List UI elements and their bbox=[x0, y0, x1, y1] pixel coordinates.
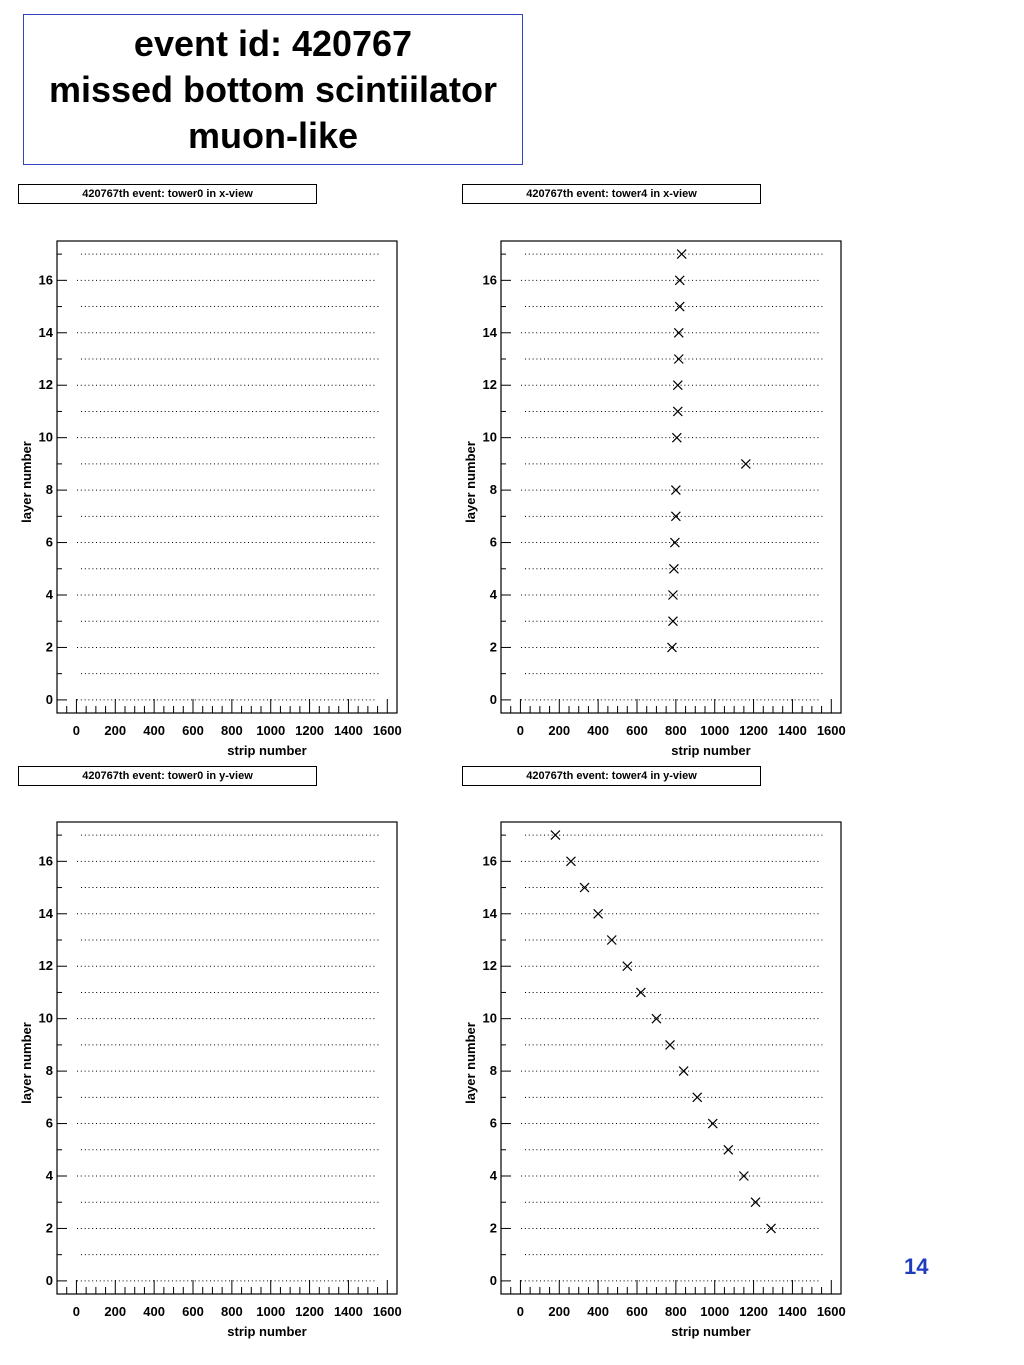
x-axis-label: strip number bbox=[671, 743, 751, 758]
x-tick-label: 1000 bbox=[256, 723, 286, 738]
y-tick-label: 0 bbox=[489, 691, 497, 707]
hit-marker-stroke bbox=[693, 1093, 702, 1102]
y-axis-label: layer number bbox=[463, 1022, 478, 1104]
hit-marker bbox=[675, 302, 684, 311]
hit-marker bbox=[636, 988, 645, 997]
hit-marker-stroke bbox=[566, 857, 575, 866]
hit-marker-stroke bbox=[652, 1014, 661, 1023]
y-tick-label: 14 bbox=[38, 905, 53, 921]
hit-marker-stroke bbox=[671, 512, 680, 521]
hit-marker-stroke bbox=[580, 883, 589, 892]
hit-marker-stroke bbox=[741, 459, 750, 468]
hit-marker-stroke bbox=[566, 857, 575, 866]
x-tick-label: 1600 bbox=[372, 1304, 402, 1319]
hit-marker-stroke bbox=[673, 407, 682, 416]
y-tick-label: 14 bbox=[482, 324, 497, 340]
hit-marker-stroke bbox=[623, 962, 632, 971]
x-tick-label: 0 bbox=[72, 723, 81, 738]
hit-marker bbox=[674, 355, 683, 364]
hit-marker-stroke bbox=[693, 1093, 702, 1102]
y-tick-label: 0 bbox=[45, 1272, 53, 1288]
hit-marker bbox=[674, 328, 683, 337]
x-tick-label: 0 bbox=[516, 723, 525, 738]
hit-marker-stroke bbox=[767, 1224, 776, 1233]
y-tick-label: 16 bbox=[38, 272, 53, 288]
hit-marker-stroke bbox=[668, 617, 677, 626]
y-tick-label: 6 bbox=[45, 534, 53, 550]
x-tick-label: 800 bbox=[221, 1304, 243, 1319]
hit-marker-stroke bbox=[669, 564, 678, 573]
y-tick-label: 4 bbox=[45, 587, 53, 602]
x-tick-label: 0 bbox=[72, 1304, 81, 1319]
hit-marker-stroke bbox=[679, 1067, 688, 1076]
x-tick-label: 400 bbox=[143, 1304, 165, 1319]
hit-marker bbox=[673, 407, 682, 416]
hit-marker-stroke bbox=[666, 1040, 675, 1049]
hit-marker-stroke bbox=[551, 831, 560, 840]
hit-marker-stroke bbox=[677, 250, 686, 259]
hit-marker bbox=[652, 1014, 661, 1023]
plot-frame bbox=[501, 241, 841, 713]
hit-marker bbox=[594, 909, 603, 918]
hit-marker bbox=[670, 538, 679, 547]
y-tick-label: 4 bbox=[489, 1168, 497, 1183]
y-tick-label: 0 bbox=[489, 1272, 497, 1288]
y-tick-label: 16 bbox=[482, 853, 497, 869]
x-tick-label: 1000 bbox=[700, 1304, 730, 1319]
x-tick-label: 600 bbox=[182, 1304, 204, 1319]
x-axis-label: strip number bbox=[671, 1324, 751, 1339]
y-tick-label: 10 bbox=[38, 1010, 53, 1026]
hit-marker-stroke bbox=[672, 433, 681, 442]
x-tick-label: 1600 bbox=[372, 723, 402, 738]
hit-marker-stroke bbox=[670, 538, 679, 547]
y-tick-label: 12 bbox=[482, 377, 497, 393]
hit-marker bbox=[551, 831, 560, 840]
x-tick-label: 1600 bbox=[816, 723, 846, 738]
hit-marker-stroke bbox=[724, 1145, 733, 1154]
x-tick-label: 600 bbox=[626, 1304, 648, 1319]
x-axis-label: strip number bbox=[227, 1324, 307, 1339]
y-tick-label: 14 bbox=[38, 324, 53, 340]
x-tick-label: 200 bbox=[548, 1304, 571, 1319]
y-tick-label: 8 bbox=[489, 482, 497, 498]
hit-marker-stroke bbox=[669, 564, 678, 573]
hit-marker bbox=[675, 276, 684, 285]
hit-marker bbox=[667, 643, 676, 652]
hit-marker bbox=[677, 250, 686, 259]
hit-marker-stroke bbox=[751, 1198, 760, 1207]
hit-marker-stroke bbox=[670, 538, 679, 547]
y-tick-label: 2 bbox=[45, 639, 53, 655]
hit-marker bbox=[566, 857, 575, 866]
x-axis-label: strip number bbox=[227, 743, 307, 758]
x-tick-label: 200 bbox=[548, 723, 571, 738]
hit-marker-stroke bbox=[636, 988, 645, 997]
x-tick-label: 1000 bbox=[700, 723, 730, 738]
hit-marker-stroke bbox=[623, 962, 632, 971]
hit-marker-stroke bbox=[708, 1119, 717, 1128]
page-number: 14 bbox=[904, 1254, 929, 1279]
hit-marker-stroke bbox=[673, 407, 682, 416]
y-tick-label: 6 bbox=[489, 1115, 497, 1131]
x-tick-label: 400 bbox=[587, 723, 609, 738]
y-tick-label: 12 bbox=[38, 377, 53, 393]
hit-marker-stroke bbox=[551, 831, 560, 840]
y-tick-label: 8 bbox=[45, 1063, 53, 1079]
hit-marker bbox=[708, 1119, 717, 1128]
hit-marker-stroke bbox=[668, 617, 677, 626]
x-tick-label: 400 bbox=[587, 1304, 609, 1319]
hit-marker-stroke bbox=[674, 328, 683, 337]
hit-marker-stroke bbox=[751, 1198, 760, 1207]
hit-marker bbox=[739, 1172, 748, 1181]
y-tick-label: 10 bbox=[482, 429, 497, 445]
x-tick-label: 1400 bbox=[777, 1304, 807, 1319]
hit-marker-stroke bbox=[607, 936, 616, 945]
hit-marker-stroke bbox=[666, 1040, 675, 1049]
y-tick-label: 6 bbox=[489, 534, 497, 550]
chart-title-tower4-x: 420767th event: tower4 in x-view bbox=[462, 184, 761, 204]
x-tick-label: 600 bbox=[182, 723, 204, 738]
x-tick-label: 1400 bbox=[333, 1304, 363, 1319]
hit-marker bbox=[679, 1067, 688, 1076]
hit-marker-stroke bbox=[741, 459, 750, 468]
x-tick-label: 200 bbox=[104, 1304, 127, 1319]
y-axis-label: layer number bbox=[463, 441, 478, 523]
hit-marker bbox=[666, 1040, 675, 1049]
hit-marker-stroke bbox=[724, 1145, 733, 1154]
slide-title-box bbox=[23, 14, 523, 165]
y-axis-label: layer number bbox=[19, 1022, 34, 1104]
y-tick-label: 10 bbox=[38, 429, 53, 445]
hit-marker-stroke bbox=[673, 381, 682, 390]
slide-title-line-2: missed bottom scintiilator bbox=[48, 68, 498, 110]
y-tick-label: 2 bbox=[45, 1220, 53, 1236]
hit-marker-stroke bbox=[667, 643, 676, 652]
y-tick-label: 16 bbox=[482, 272, 497, 288]
plot-frame bbox=[57, 241, 397, 713]
x-tick-label: 1200 bbox=[739, 723, 769, 738]
y-tick-label: 12 bbox=[38, 958, 53, 974]
y-tick-label: 6 bbox=[45, 1115, 53, 1131]
hit-marker-stroke bbox=[674, 328, 683, 337]
hit-marker-stroke bbox=[674, 355, 683, 364]
x-tick-label: 0 bbox=[516, 1304, 525, 1319]
hit-marker-stroke bbox=[671, 486, 680, 495]
slide-title-line-1: event id: 420767 bbox=[133, 22, 413, 64]
x-tick-label: 600 bbox=[626, 723, 648, 738]
hit-marker bbox=[623, 962, 632, 971]
hit-marker-stroke bbox=[674, 355, 683, 364]
x-tick-label: 800 bbox=[665, 1304, 687, 1319]
hit-marker bbox=[671, 512, 680, 521]
hit-marker-stroke bbox=[636, 988, 645, 997]
hit-marker bbox=[671, 486, 680, 495]
hit-marker bbox=[672, 433, 681, 442]
y-tick-label: 2 bbox=[489, 1220, 497, 1236]
hit-marker bbox=[669, 564, 678, 573]
chart-title-tower0-y: 420767th event: tower0 in y-view bbox=[18, 766, 317, 786]
y-tick-label: 8 bbox=[489, 1063, 497, 1079]
hit-marker bbox=[673, 381, 682, 390]
hit-marker-stroke bbox=[668, 591, 677, 600]
y-tick-label: 16 bbox=[38, 853, 53, 869]
x-tick-label: 1200 bbox=[295, 723, 325, 738]
hit-marker-stroke bbox=[675, 302, 684, 311]
x-tick-label: 1600 bbox=[816, 1304, 846, 1319]
y-tick-label: 4 bbox=[45, 1168, 53, 1183]
y-tick-label: 8 bbox=[45, 482, 53, 498]
hit-marker-stroke bbox=[708, 1119, 717, 1128]
y-tick-label: 0 bbox=[45, 691, 53, 707]
hit-marker-stroke bbox=[668, 591, 677, 600]
hit-marker bbox=[668, 617, 677, 626]
hit-marker-stroke bbox=[679, 1067, 688, 1076]
x-tick-label: 1000 bbox=[256, 1304, 286, 1319]
hit-marker-stroke bbox=[607, 936, 616, 945]
plot-frame bbox=[501, 822, 841, 1294]
hit-marker-stroke bbox=[580, 883, 589, 892]
hit-marker-stroke bbox=[673, 381, 682, 390]
y-tick-label: 2 bbox=[489, 639, 497, 655]
y-tick-label: 10 bbox=[482, 1010, 497, 1026]
hit-marker-stroke bbox=[767, 1224, 776, 1233]
plot-frame bbox=[57, 822, 397, 1294]
y-tick-label: 12 bbox=[482, 958, 497, 974]
y-tick-label: 4 bbox=[489, 587, 497, 602]
x-tick-label: 1200 bbox=[295, 1304, 325, 1319]
y-axis-label: layer number bbox=[19, 441, 34, 523]
hit-marker bbox=[741, 459, 750, 468]
hit-marker bbox=[668, 591, 677, 600]
hit-marker-stroke bbox=[739, 1172, 748, 1181]
hit-marker bbox=[607, 936, 616, 945]
x-tick-label: 400 bbox=[143, 723, 165, 738]
hit-marker bbox=[693, 1093, 702, 1102]
hit-marker bbox=[751, 1198, 760, 1207]
hit-marker bbox=[580, 883, 589, 892]
chart-title-tower0-x: 420767th event: tower0 in x-view bbox=[18, 184, 317, 204]
hit-marker-stroke bbox=[675, 302, 684, 311]
hit-marker-stroke bbox=[652, 1014, 661, 1023]
x-tick-label: 800 bbox=[665, 723, 687, 738]
hit-marker-stroke bbox=[677, 250, 686, 259]
hit-marker-stroke bbox=[671, 512, 680, 521]
y-tick-label: 14 bbox=[482, 905, 497, 921]
hit-marker-stroke bbox=[667, 643, 676, 652]
hit-marker bbox=[724, 1145, 733, 1154]
hit-marker bbox=[767, 1224, 776, 1233]
chart-title-tower4-y: 420767th event: tower4 in y-view bbox=[462, 766, 761, 786]
hit-marker-stroke bbox=[594, 909, 603, 918]
hit-marker-stroke bbox=[672, 433, 681, 442]
x-tick-label: 1400 bbox=[777, 723, 807, 738]
hit-marker-stroke bbox=[671, 486, 680, 495]
hit-marker-stroke bbox=[739, 1172, 748, 1181]
hit-marker-stroke bbox=[594, 909, 603, 918]
hit-marker-stroke bbox=[675, 276, 684, 285]
x-tick-label: 200 bbox=[104, 723, 127, 738]
slide-title-line-3: muon-like bbox=[187, 114, 358, 156]
x-tick-label: 800 bbox=[221, 723, 243, 738]
hit-marker-stroke bbox=[675, 276, 684, 285]
x-tick-label: 1400 bbox=[333, 723, 363, 738]
x-tick-label: 1200 bbox=[739, 1304, 769, 1319]
